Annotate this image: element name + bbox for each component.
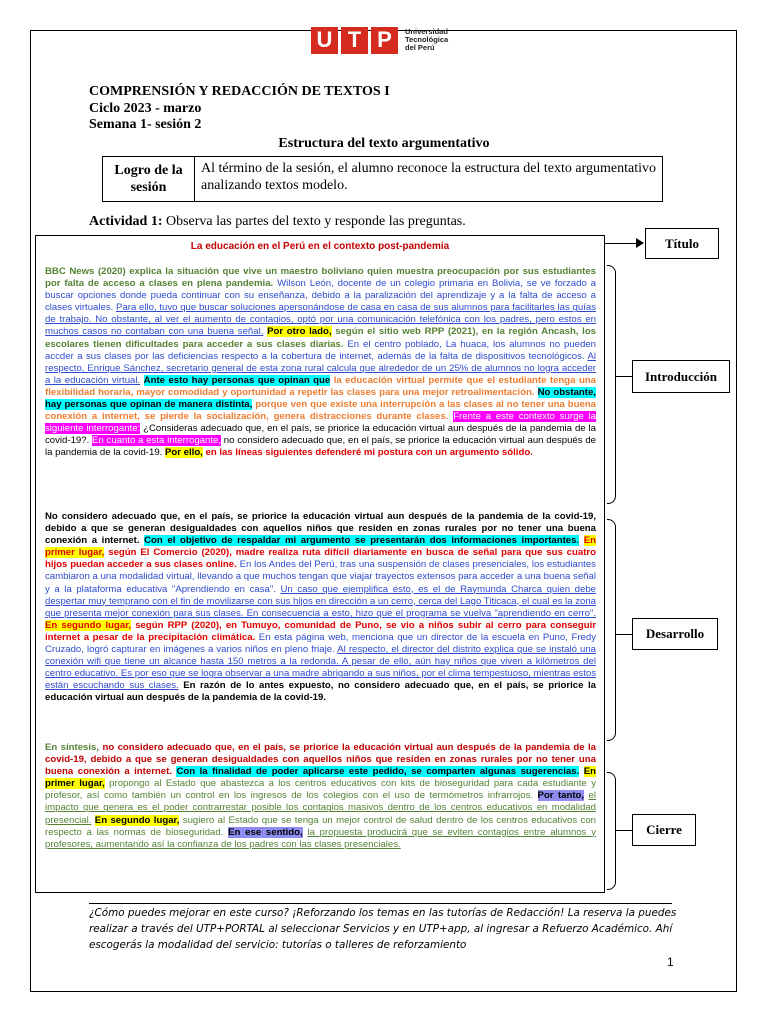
- development-paragraph: No considero adecuado que, en el país, se priorice la educación virtual aun después de la pandemia de la covid-19, debido a que se generan desigualdades con aquellos niños que residen en zonas rurales por no tener una buena conexión a internet. Con el objetivo de respaldar mi argumento se presentarán dos informaciones importantes. En primer lugar, según El Comercio (2020), madre realiza ruta difícil diariamente en busca de señal para que sus cuatro hijos puedan acceder a sus clases online. En los Andes del Perú, tras una suspensión de clases presenciales, los estudiantes cambiaron a una modalidad virtual, llevando a que muchos tengan que viajar trayectos extensos para acceder a una buena señal y a la plataforma educativa "Aprendiendo en casa". Un caso que ejemplifica esto, es el de Raymunda Charca quien debe despertar muy temprano con el fin de movilizarse con sus hijos en dirección a un cerro, cerca del Lago Titicaca, el cual es la zona que presenta mejor conexión para sus clases. En consecuencia a esto, hizo que el programa se vuelva "aprendiendo en cerro". En segundo lugar, según RPP (2020), en Tumuyo, comunidad de Puno, se vio a niños subir al cerro para conseguir internet a pesar de la precipitación climática. En esta página web, menciona que un director de la escuela en Puno, Fredy Cruzado, logró capturar en imágenes a varios niños en pleno friaje. Al respecto, el director del distrito explica que se instaló una conexión wifi que tiene un alcance hasta 150 metros a la redonda. A pesar de ello, aún hay niños que viven a kilómetros del centro educativo. Es por eso que se logra observar a una madre abrigando a sus niños, por el clima tempestuoso, mientras estos están escuchando sus clases. En razón de lo antes expuesto, no considero adecuado que, en el país, se priorice la educación virtual aun después de la pandemia de la covid-19.: [45, 511, 597, 704]
- course-title: COMPRENSIÓN Y REDACCIÓN DE TEXTOS I: [89, 84, 390, 99]
- conclusion-bracket: [607, 772, 616, 890]
- label-cierre: Cierre: [632, 814, 696, 846]
- development-bracket: [607, 519, 616, 741]
- label-titulo: Título: [645, 228, 719, 259]
- footer-divider: [89, 903, 672, 904]
- logro-table: [102, 156, 663, 202]
- cycle-label: Ciclo 2023 - marzo: [89, 101, 202, 116]
- logo-letter-p: P: [371, 27, 398, 54]
- week-label: Semana 1- sesión 2: [89, 117, 202, 132]
- logro-text: Al término de la sesión, el alumno reconoce la estructura del texto argumentativo analizando textos modelo.: [201, 161, 656, 193]
- activity-label: Actividad 1:: [89, 214, 163, 229]
- logo-subtitle: Universidad Tecnológica del Perú: [405, 27, 449, 52]
- titulo-arrow-line: [605, 243, 640, 244]
- arrow-right-icon: [636, 238, 644, 248]
- page-number: 1: [667, 955, 674, 969]
- label-desarrollo: Desarrollo: [632, 618, 718, 650]
- activity-text: Observa las partes del texto y responde las preguntas.: [162, 214, 466, 229]
- page-subtitle: Estructura del texto argumentativo: [278, 136, 490, 151]
- utp-logo: [311, 27, 448, 53]
- introduction-connector: [615, 376, 632, 377]
- activity-instruction: [89, 214, 466, 230]
- logo-letter-u: U: [311, 27, 338, 54]
- conclusion-paragraph: En síntesis, no considero adecuado que, en el país, se priorice la educación virtual aun después de la pandemia de la covid-19, debido a que se generan desigualdades con aquellos niños que residen en zonas rurales por no tener una buena conexión a internet. Con la finalidad de poder aplicarse este pedido, se comparten algunas sugerencias. En primer lugar, propongo al Estado que abastezca a los centros educativos con kits de bioseguridad para cada estudiante y profesor, así como también un control en los ingresos de los colegios con el uso de termómetros infrarrojos. Por tanto, el impacto que genera es el poder contrarrestar posible los contagios masivos dentro de los centros educativos en modalidad presencial. En segundo lugar, sugiero al Estado que se tenga un mejor control de salud dentro de los centros educativos con respecto a las normas de bioseguridad. En ese sentido, la propuesta producirá que se eviten contagios entre alumnos y profesores, aumentando así la confianza de los padres con las clases presenciales.: [45, 742, 597, 850]
- logo-letter-t: T: [341, 27, 368, 54]
- development-connector: [615, 634, 632, 635]
- footer-note: ¿Cómo puedes mejorar en este curso? ¡Reforzando los temas en las tutorías de Redacción! La reserva la puedes realizar a través del UTP+PORTAL al seleccionar Servicios y en UTP+app, al ingresar a Refuerzo Académico. Ahí escogerás la modalidad del servicio: tutorías o talleres de reforzamiento: [89, 907, 677, 951]
- label-introduccion: Introducción: [632, 360, 730, 393]
- model-text-title: La educación en el Perú en el contexto post-pandemia: [190, 241, 450, 252]
- logro-label: Logro de la sesión: [103, 157, 195, 201]
- introduction-paragraph: BBC News (2020) explica la situación que vive un maestro boliviano quien muestra preocupación por sus estudiantes por falta de acceso a clases en plena pandemia. Wilson León, docente de un colegio primaria en Bolivia, se ve forzado a buscar opciones donde pueda continuar con su enseñanza, debido a la paralización del aprendizaje y a la falta de acceso a clases virtuales. Para ello, tuvo que buscar soluciones apersonándose de casa en casa de sus alumnos para facilitarles las guías de trabajo. No obstante, al ver el aumento de contagios, optó por una comunicación telefónica con los padres, pero estos en muchos casos no contaban con una buena señal. Por otro lado, según el sitio web RPP (2021), en la región Ancash, los escolares tienen dificultades para acceder a sus clases diarias. En el centro poblado, La huaca, los alumnos no pueden accder a sus clases por las deficiencias respecto a la cobertura de internet, además de la falta de dispositivos tecnológicos. Al respecto, Enrique Sánchez, secretario general de esta zona rural calcula que alrededor de un 25% de alumnos no logra acceder a la educación virtual. Ante esto hay personas que opinan que la educación virtual permite que el estudiante tenga una flexibilidad horaria, mayor comodidad y oportunidad a repetir las clases para una mejor retroalimentación. No obstante, hay personas que opinan de manera distinta, porque ven que existe una interrupción a las clases al no tener una buena conexión a internet, se pierde la socialización, genera distracciones durante clases. Frente a este contexto surge la siguiente interrogante: ¿Consideras adecuado que, en el país, se priorice la educación virtual aun después de la pandemia de la covid-19?. En cuanto a esta interrogante, no considero adecuado que, en el país, se priorice la educación virtual aun después de la pandemia de la covid-19. Por ello, en las líneas siguientes defenderé mi postura con un argumento sólido.: [45, 266, 597, 459]
- conclusion-connector: [615, 830, 632, 831]
- introduction-bracket: [607, 265, 616, 504]
- model-text-box: [35, 235, 605, 893]
